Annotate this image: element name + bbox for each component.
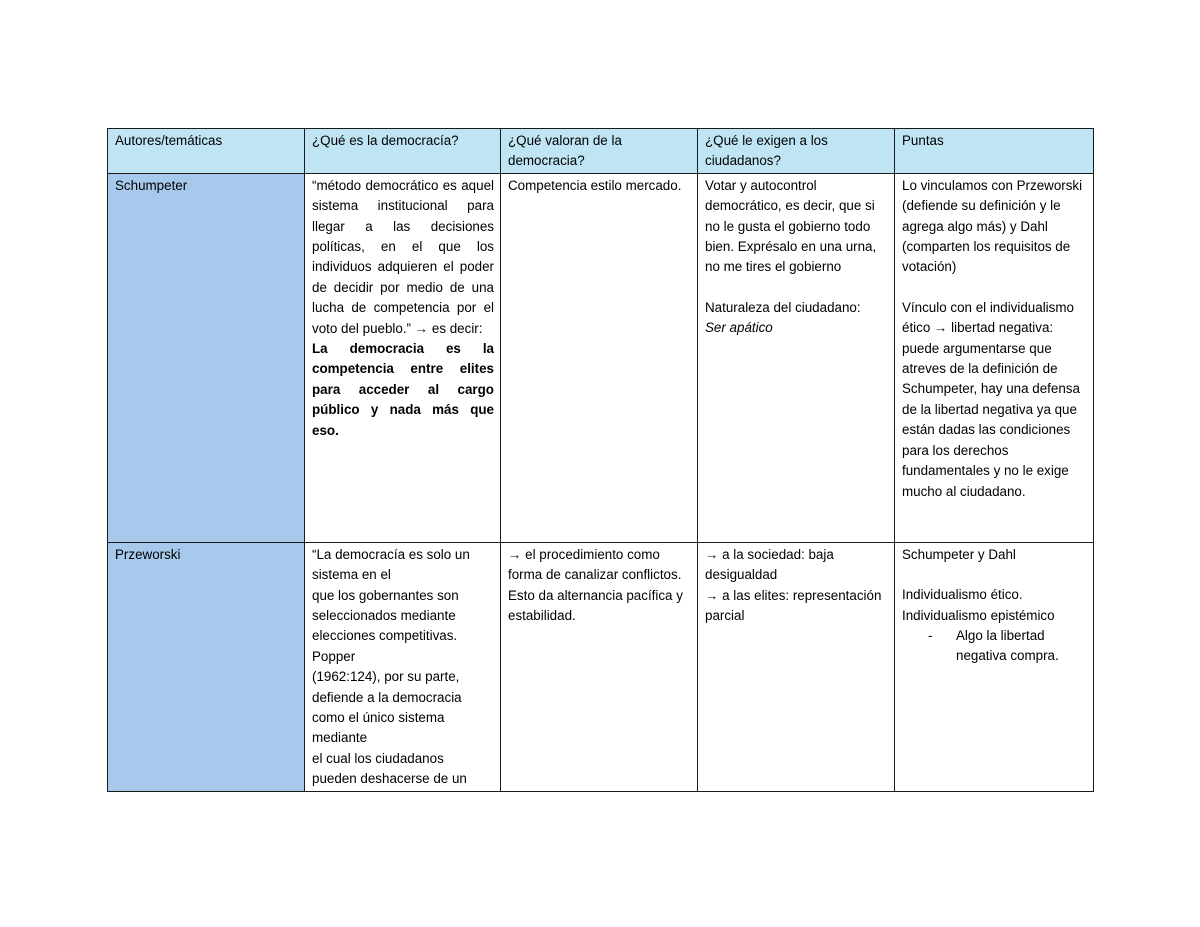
notes-individualism-text: Vínculo con el individualismo ético [902, 299, 1074, 336]
arrow-icon: → [414, 320, 429, 336]
author-cell-przeworski: Przeworski [108, 542, 305, 791]
arrow-icon: → [934, 320, 948, 336]
header-authors: Autores/temáticas [108, 129, 305, 174]
notes-cell-schumpeter [895, 173, 1094, 542]
demands-cell-przeworski [698, 542, 895, 791]
definition-line: sistema en el [312, 567, 391, 583]
notes-bullet-item [902, 626, 1087, 667]
comparison-table [107, 128, 1094, 792]
values-text: el procedimiento como forma de canalizar conflictos. Esto da alternancia pacífica y estabilidad. [508, 546, 683, 624]
definition-line: seleccionados mediante [312, 608, 456, 624]
notes-cell-przeworski [895, 542, 1094, 791]
definition-quote: “método democrático es aquel sistema institucional para llegar a las decisiones políticas, en el que los individuos adquieren el poder de decidir por medio de una lucha de competencia por el voto del pueblo.” [312, 177, 494, 336]
table-header-row [108, 129, 1094, 174]
values-cell-przeworski [501, 542, 698, 791]
notes-epistemic-individualism: Individualismo epistémico [902, 607, 1055, 623]
demands-society: a la sociedad: baja desigualdad [705, 546, 834, 583]
definition-line: (1962:124), por su parte, [312, 669, 460, 685]
citizen-nature-label: Naturaleza del ciudadano: [705, 299, 861, 315]
definition-line: mediante [312, 730, 368, 746]
definition-connector: es decir: [431, 320, 483, 336]
header-demands-on-citizens: ¿Qué le exigen a los ciudadanos? [698, 129, 895, 174]
definition-cell-schumpeter [305, 173, 501, 542]
definition-line: defiende a la democracia [312, 689, 462, 705]
header-what-is-democracy: ¿Qué es la democracía? [305, 129, 501, 174]
definition-bold-summary: La democracia es la competencia entre elites para acceder al cargo público y nada más que eso. [312, 341, 494, 438]
definition-line: el cual los ciudadanos [312, 750, 444, 766]
notes-ethical-individualism: Individualismo ético. [902, 587, 1023, 603]
definition-line: elecciones competitivas. [312, 628, 458, 644]
definition-cell-przeworski [305, 542, 501, 791]
arrow-icon: → [705, 587, 719, 603]
citizen-nature-value: Ser apático [705, 320, 773, 336]
notes-authors: Schumpeter y Dahl [902, 546, 1016, 562]
header-notes: Puntas [895, 129, 1094, 174]
values-cell-schumpeter: Competencia estilo mercado. [501, 173, 698, 542]
demands-text: Votar y autocontrol democrático, es decir, que si no le gusta el gobierno todo bien. Exprésalo en una urna, no me tires el gobierno [705, 177, 877, 275]
arrow-icon: → [508, 546, 522, 562]
table-row-przeworski [108, 542, 1094, 791]
definition-line: como el único sistema [312, 710, 445, 726]
author-cell-schumpeter: Schumpeter [108, 173, 305, 542]
notes-negative-liberty-text: libertad negativa: puede argumentarse que atreves de la definición de Schumpeter, hay una defensa de la libertad negativa ya que están dadas las condiciones para los derechos fundamentales y no le exige mucho al ciudadano. [902, 320, 1080, 499]
definition-line: “La democracía es solo un [312, 546, 470, 562]
arrow-icon: → [705, 546, 719, 562]
notes-link-text: Lo vinculamos con Przeworski (defiende su definición y le agrega algo más) y Dahl (comparten los requisitos de votación) [902, 177, 1083, 275]
demands-elites: a las elites: representación parcial [705, 587, 882, 624]
table-row-schumpeter [108, 173, 1094, 542]
dash-bullet: - [928, 628, 933, 644]
header-what-they-value: ¿Qué valoran de la democracia? [501, 129, 698, 174]
notes-bullet-text: Algo la libertad negativa compra. [956, 628, 1059, 664]
definition-line: pueden deshacerse de un [312, 771, 467, 787]
definition-line: que los gobernantes son [312, 587, 459, 603]
demands-cell-schumpeter [698, 173, 895, 542]
definition-line: Popper [312, 648, 356, 664]
